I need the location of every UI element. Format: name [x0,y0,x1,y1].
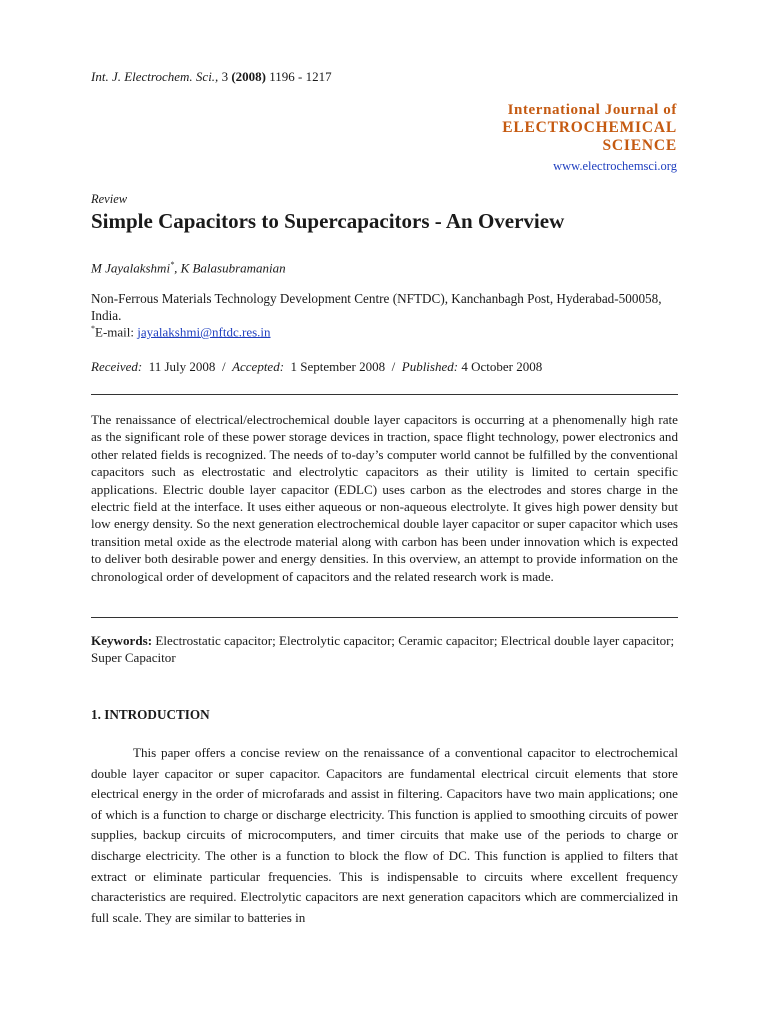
author-1: M Jayalakshmi [91,260,171,276]
published-date: 4 October 2008 [461,359,543,374]
section-heading-introduction: 1. INTRODUCTION [91,707,210,722]
corresponding-mark: * [170,260,175,269]
citation-year: (2008) [231,69,266,84]
divider-bottom [91,617,678,618]
accepted-date: 1 September 2008 [290,359,386,374]
date-separator: / [221,359,226,374]
abstract-paragraph: The renaissance of electrical/electrochemical double layer capacitors is occurring at a phenomenally high rate as the significant role of these power storage devices in traction, space flight technology, power electronics and other related fields is recognized. The needs of to-day’s computer world cannot be fulfilled by the conventional capacitors such as electrostatic and electrolytic capacitors as their utility is limited to certain specific applications. Electric double layer capacitor (EDLC) uses carbon as the electrodes and stores charge in the electric field at the interface. It uses either aqueous or non-aqueous electrolyte. It gives high power density but low energy density. So the next generation electrochemical double layer capacitor or super capacitor which uses transition metal oxide as the electrode material along with carbon has been under innovation which is expected to deliver both desirable power and energy densities. In this overview, an attempt to provide information on the chronological order of development of capacitors and the related research work is made. [91,412,678,584]
affiliation: Non-Ferrous Materials Technology Development Centre (NFTDC), Kanchanbagh Post, Hyderabad-500058, India. [91,291,662,323]
journal-url-link[interactable]: www.electrochemsci.org [553,159,677,173]
article-type: Review [91,192,128,206]
journal-citation [91,69,332,85]
citation-volume: 3 [221,69,229,84]
journal-name-line3: SCIENCE [602,137,677,154]
introduction-paragraph: This paper offers a concise review on the renaissance of a conventional capacitor to electrochemical double layer capacitor or super capacitor. Capacitors are fundamental electrical circuit elements that store electrical energy in the order of microfarads and assist in filtering. Capacitors have two main applications; one of which is a function to charge or discharge electricity. This function is applied to smoothing circuits of power supplies, backup circuits of microcomputers, and timer circuits that make use of the periods to charge or discharge electricity. The other is a function to block the flow of DC. This function is applied to filters that extract or eliminate particular frequencies. This is indispensable to circuits where excellent frequency characteristics are required. Electrolytic capacitors are next generation capacitors which are commercialized in full scale. They are similar to batteries in [91,745,678,925]
email-label: E-mail: [95,324,138,340]
email-line [91,324,271,340]
published-label: Published: [401,359,459,374]
date-separator: / [391,359,396,374]
keywords-text: Electrostatic capacitor; Electrolytic capacitor; Ceramic capacitor; Electrical double layer capacitor; Super Capacitor [91,633,675,665]
article-dates [91,359,542,375]
citation-pages: 1196 - 1217 [269,69,332,84]
journal-logo [502,102,677,174]
keywords-label: Keywords: [91,633,153,648]
email-mark: * [91,324,95,333]
email-link[interactable]: jayalakshmi@nftdc.res.in [137,324,271,340]
journal-name-line1: International Journal of [507,102,677,118]
journal-name-line2: ELECTROCHEMICAL [502,119,677,136]
divider-top [91,394,678,395]
received-label: Received: [91,359,143,374]
accepted-label: Accepted: [232,359,285,374]
received-date: 11 July 2008 [148,359,216,374]
keywords [91,632,678,666]
article-title: Simple Capacitors to Supercapacitors - An Overview [91,209,565,233]
author-list [91,260,286,276]
author-2: K Balasubramanian [180,260,286,276]
citation-journal: Int. J. Electrochem. Sci., [91,69,219,84]
author-separator: , [174,260,181,276]
